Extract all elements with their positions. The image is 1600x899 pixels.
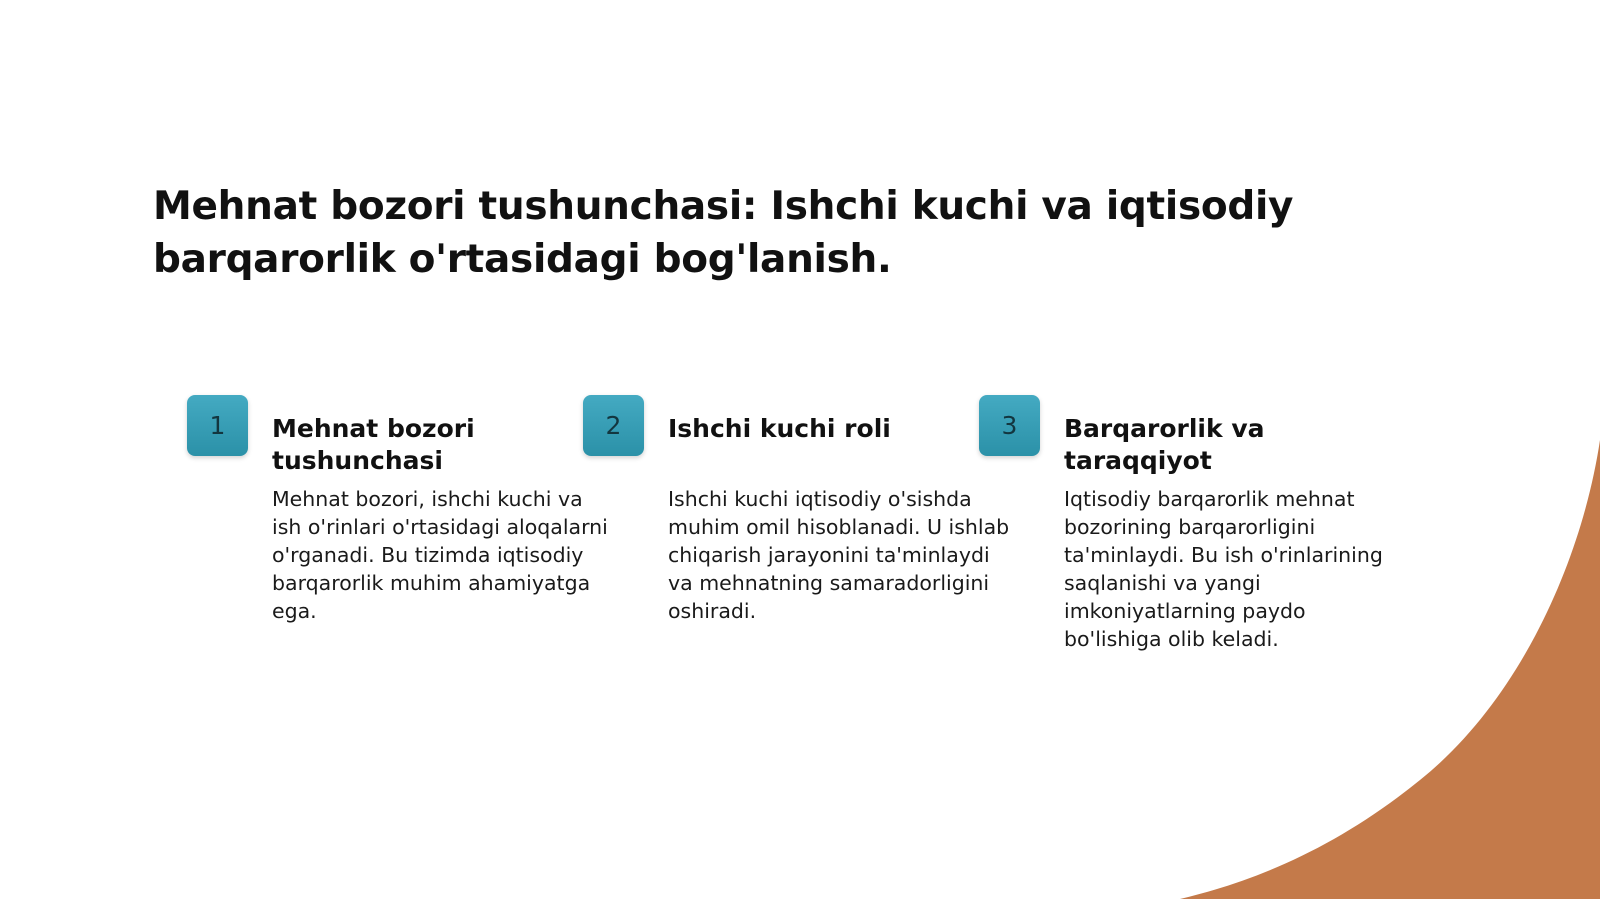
step-description: Ishchi kuchi iqtisodiy o'sishda muhim omil hisoblanadi. U ishlab chiqarish jarayonini ta'minlaydi va mehnatning samaradorligini oshiradi. — [668, 487, 1010, 623]
step-title: Ishchi kuchi roli — [668, 414, 891, 443]
step-number: 2 — [605, 411, 622, 440]
step-description: Mehnat bozori, ishchi kuchi va ish o'rinlari o'rtasidagi aloqalarni o'rganadi. Bu tizimda iqtisodiy barqarorlik muhim ahamiyatga ega. — [272, 487, 608, 623]
step-number-badge — [583, 395, 644, 456]
step-number: 3 — [1001, 411, 1018, 440]
step-title: Mehnat bozori tushunchasi — [272, 414, 475, 475]
step-number-badge — [979, 395, 1040, 456]
slide-title: Mehnat bozori tushunchasi: Ishchi kuchi va iqtisodiy barqarorlik o'rtasidagi bog'lanish. — [153, 184, 1294, 282]
step-description: Iqtisodiy barqarorlik mehnat bozorining barqarorligini ta'minlaydi. Bu ish o'rinlarining saqlanishi va yangi imkoniyatlarning paydo bo'lishiga olib keladi. — [1064, 487, 1383, 651]
step-title: Barqarorlik va taraqqiyot — [1064, 414, 1265, 475]
step-number-badge — [187, 395, 248, 456]
step-number: 1 — [209, 411, 226, 440]
